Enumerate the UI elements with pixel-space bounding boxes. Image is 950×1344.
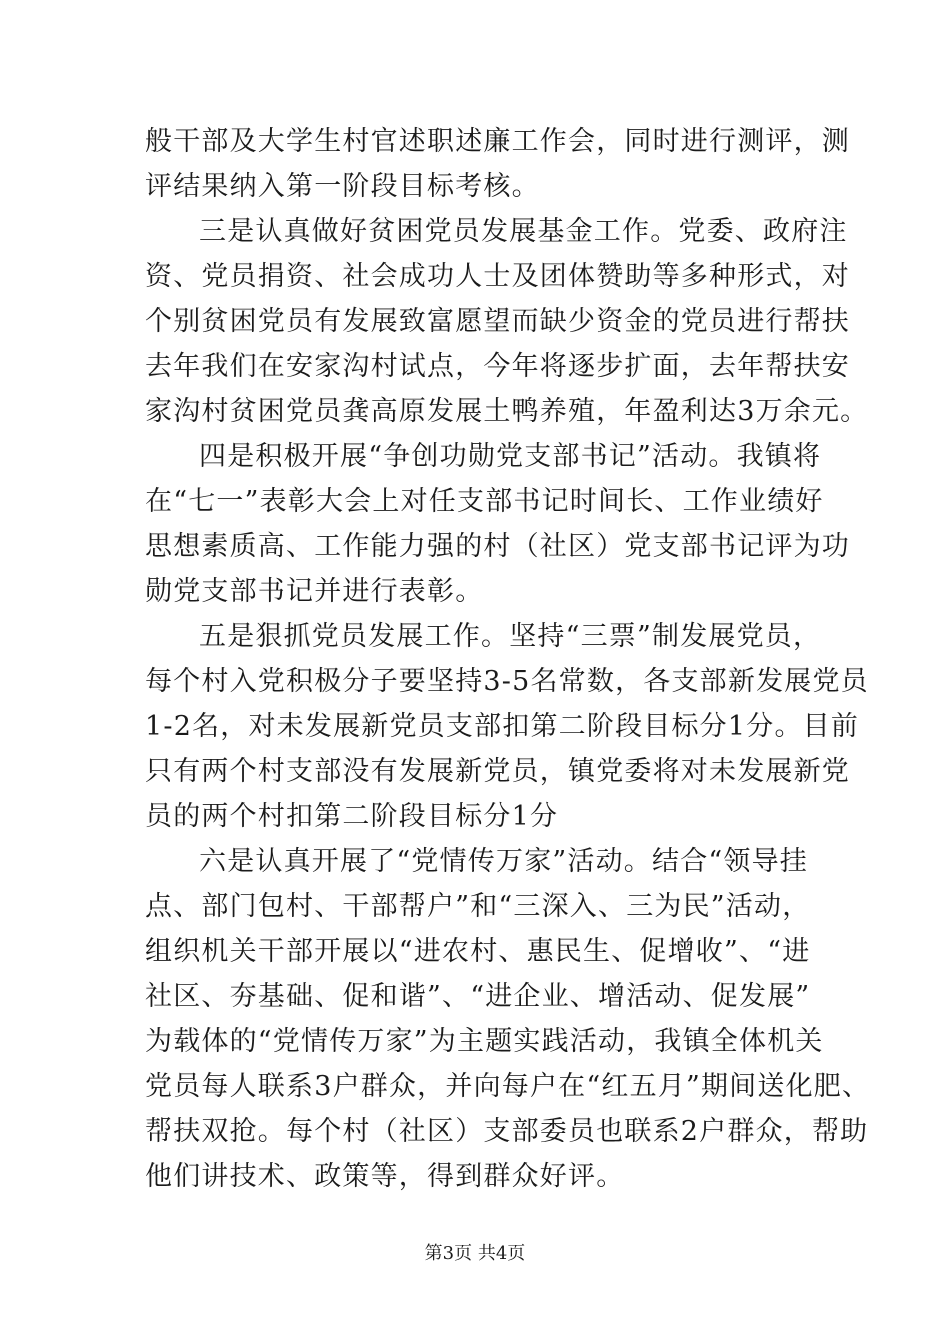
body-line-5: 个别贫困党员有发展致富愿望而缺少资金的党员进行帮扶 xyxy=(145,306,850,337)
body-line-4: 资、党员捐资、社会成功人士及团体赞助等多种形式，对 xyxy=(145,261,850,292)
body-line-17: 六是认真开展了“党情传万家”活动。结合“领导挂 xyxy=(199,846,809,877)
body-line-9: 在“七一”表彰大会上对任支部书记时间长、工作业绩好 xyxy=(145,486,824,517)
body-line-8: 四是积极开展“争创功勋党支部书记”活动。我镇将 xyxy=(199,441,822,472)
body-line-15: 只有两个村支部没有发展新党员，镇党委将对未发展新党 xyxy=(145,756,850,787)
body-line-11: 勋党支部书记并进行表彰。 xyxy=(145,576,484,607)
page-footer: 第3页 共4页 xyxy=(424,1243,526,1264)
body-line-24: 他们讲技术、政策等，得到群众好评。 xyxy=(145,1161,625,1192)
body-line-3: 三是认真做好贫困党员发展基金工作。党委、政府注 xyxy=(199,216,848,247)
body-line-12: 五是狠抓党员发展工作。坚持“三票”制发展党员， xyxy=(199,621,822,652)
body-line-22: 党员每人联系3户群众，并向每户在“红五月”期间送化肥、 xyxy=(145,1071,871,1102)
body-line-19: 组织机关干部开展以“进农村、惠民生、促增收”、“进 xyxy=(145,936,811,967)
body-line-20: 社区、夯基础、促和谐”、“进企业、增活动、促发展” xyxy=(145,981,811,1012)
body-line-13: 每个村入党积极分子要坚持3-5名常数，各支部新发展党员 xyxy=(145,666,869,697)
body-line-1: 般干部及大学生村官述职述廉工作会，同时进行测评，测 xyxy=(145,126,850,157)
body-line-23: 帮扶双抢。每个村（社区）支部委员也联系2户群众，帮助 xyxy=(145,1116,869,1147)
body-line-2: 评结果纳入第一阶段目标考核。 xyxy=(145,171,540,202)
body-line-6: 去年我们在安家沟村试点，今年将逐步扩面，去年帮扶安 xyxy=(145,351,850,382)
body-line-10: 思想素质高、工作能力强的村（社区）党支部书记评为功 xyxy=(145,531,850,562)
body-line-21: 为载体的“党情传万家”为主题实践活动，我镇全体机关 xyxy=(145,1026,824,1057)
body-line-16: 员的两个村扣第二阶段目标分1分 xyxy=(145,801,559,832)
body-line-7: 家沟村贫困党员龚高原发展土鸭养殖，年盈利达3万余元。 xyxy=(145,396,869,427)
body-line-18: 点、部门包村、干部帮户”和“三深入、三为民”活动， xyxy=(145,891,811,922)
body-line-14: 1-2名，对未发展新党员支部扣第二阶段目标分1分。目前 xyxy=(145,711,860,742)
